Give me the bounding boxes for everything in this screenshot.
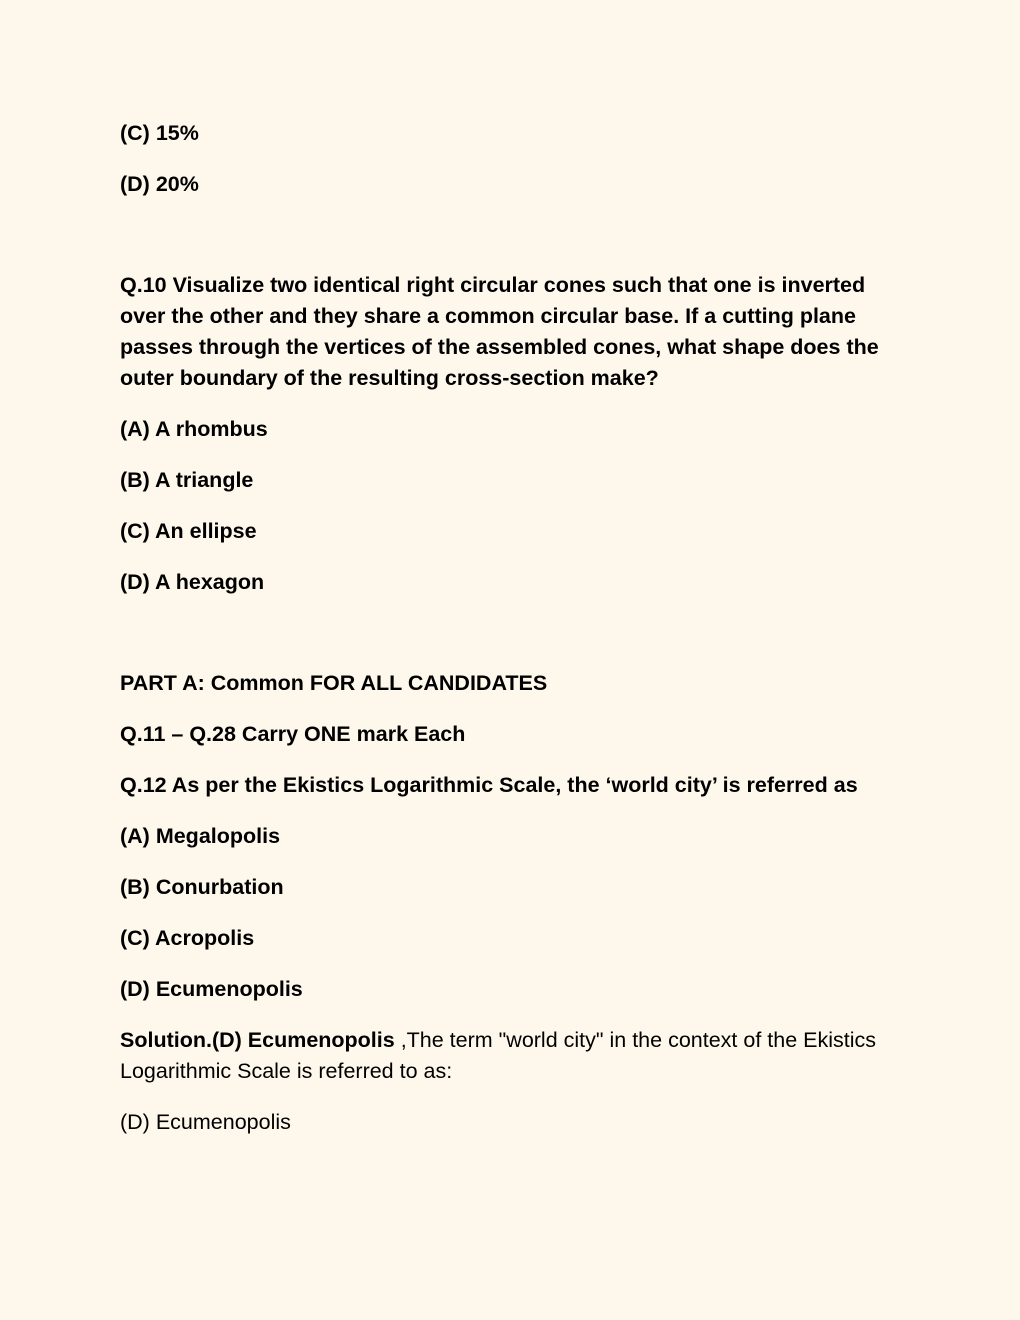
part-a-marks: Q.11 – Q.28 Carry ONE mark Each	[120, 722, 466, 746]
q12-option-b: (B) Conurbation	[120, 875, 284, 899]
solution-answer: (D) Ecumenopolis	[120, 1110, 291, 1134]
q12-option-d: (D) Ecumenopolis	[120, 977, 303, 1001]
q10-option-b: (B) A triangle	[120, 468, 254, 492]
document-page	[120, 118, 910, 1138]
q12-question: Q.12 As per the Ekistics Logarithmic Scale, the ‘world city’ is referred as	[120, 773, 858, 797]
q10-option-a: (A) A rhombus	[120, 417, 268, 441]
q10-question: Q.10 Visualize two identical right circular cones such that one is inverted over the other and they share a common circular base. If a cutting plane passes through the vertices of the assembled cones, what shape does the outer boundary of the resulting cross-section make?	[120, 273, 879, 390]
q10-option-d: (D) A hexagon	[120, 570, 265, 594]
q10-option-c: (C) An ellipse	[120, 519, 257, 543]
q12-option-c: (C) Acropolis	[120, 926, 255, 950]
part-a-heading: PART A: Common FOR ALL CANDIDATES	[120, 671, 548, 695]
solution-label: Solution.(D) Ecumenopolis	[120, 1028, 395, 1052]
q9-option-d: (D) 20%	[120, 172, 199, 196]
q12-solution	[120, 1025, 910, 1087]
q9-option-c: (C) 15%	[120, 121, 199, 145]
solution-text: ,The term "world city" in the context of the Ekistics Logarithmic Scale is referred to as:	[120, 1028, 876, 1083]
q12-option-a: (A) Megalopolis	[120, 824, 281, 848]
